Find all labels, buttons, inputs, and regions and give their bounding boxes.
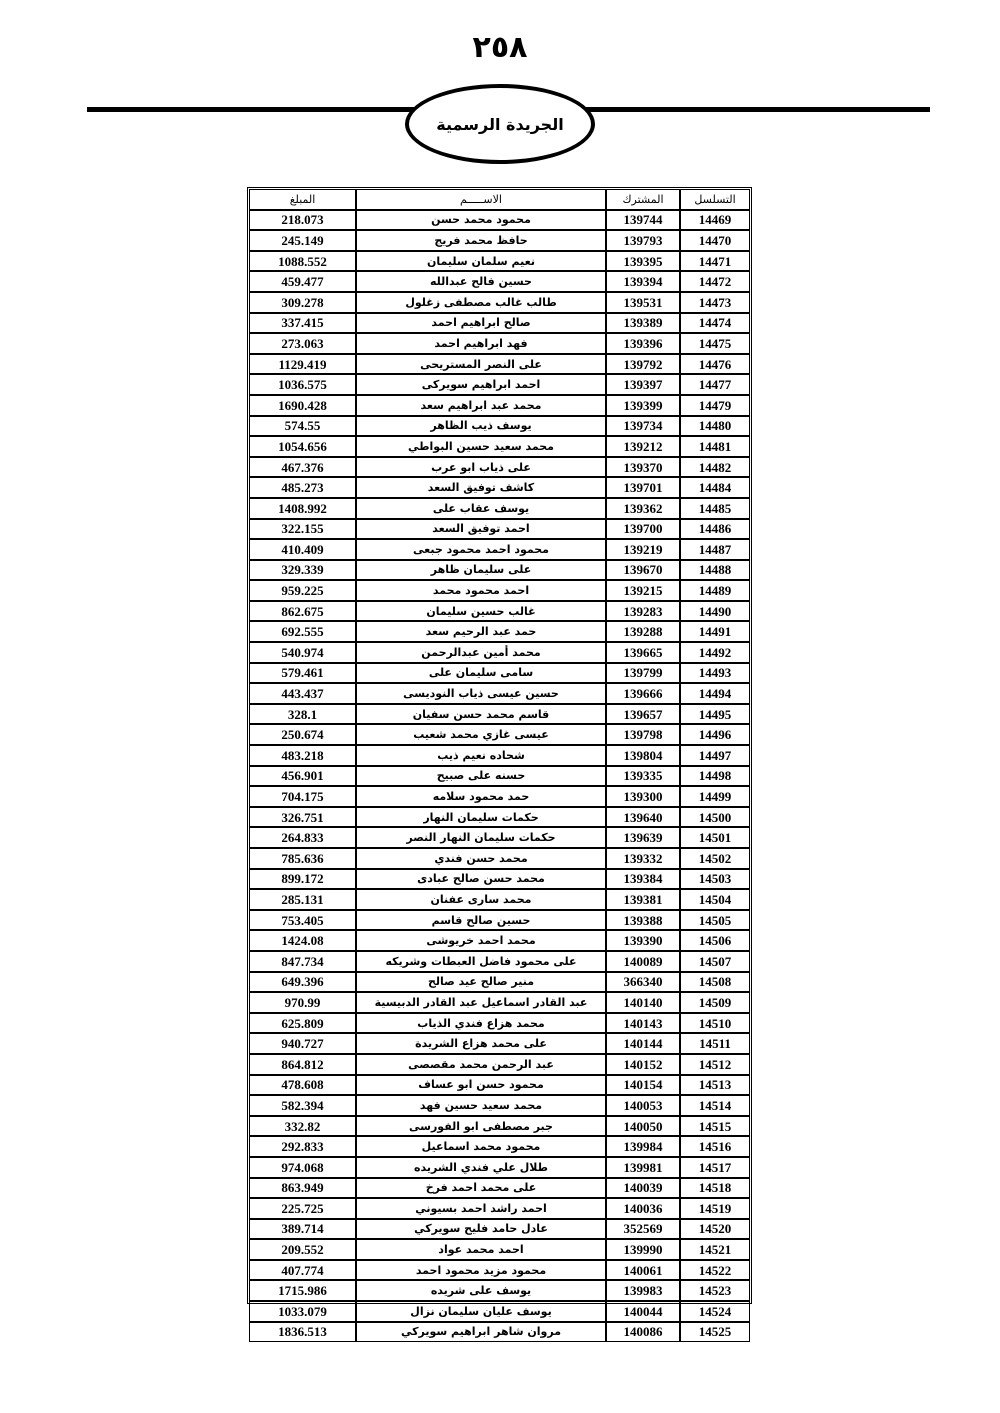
cell-subscriber: 139396 (606, 333, 680, 354)
header-oval (405, 84, 595, 164)
table-row (249, 1219, 750, 1240)
cell-subscriber: 139798 (606, 724, 680, 745)
table-row (249, 951, 750, 972)
cell-name: جبر مصطفى ابو الفورسى (356, 1116, 606, 1137)
cell-name: محمد هزاع فندي الذياب (356, 1013, 606, 1034)
cell-name: حسنه على صبيح (356, 766, 606, 787)
table-row (249, 766, 750, 787)
cell-subscriber: 139744 (606, 210, 680, 231)
cell-amount: 970.99 (249, 992, 356, 1013)
cell-amount: 483.218 (249, 745, 356, 766)
cell-name: يوسف عليان سليمان نزال (356, 1301, 606, 1322)
table-row (249, 230, 750, 251)
table-row (249, 416, 750, 437)
table-row (249, 683, 750, 704)
cell-serial: 14472 (680, 271, 750, 292)
cell-subscriber: 140140 (606, 992, 680, 1013)
cell-amount: 959.225 (249, 580, 356, 601)
table-row (249, 869, 750, 890)
table-row (249, 1033, 750, 1054)
cell-serial: 14485 (680, 498, 750, 519)
cell-subscriber: 139666 (606, 683, 680, 704)
cell-amount: 899.172 (249, 869, 356, 890)
cell-serial: 14501 (680, 827, 750, 848)
cell-amount: 245.149 (249, 230, 356, 251)
cell-serial: 14490 (680, 601, 750, 622)
table-row (249, 1116, 750, 1137)
cell-subscriber: 139381 (606, 889, 680, 910)
cell-amount: 264.833 (249, 827, 356, 848)
table-row (249, 663, 750, 684)
cell-amount: 1690.428 (249, 395, 356, 416)
cell-serial: 14524 (680, 1301, 750, 1322)
cell-name: محمود مزيد محمود احمد (356, 1260, 606, 1281)
table-row (249, 1301, 750, 1322)
cell-name: عادل حامد فليح سويركي (356, 1219, 606, 1240)
cell-subscriber: 139300 (606, 786, 680, 807)
cell-subscriber: 139799 (606, 663, 680, 684)
table-body (249, 210, 750, 1343)
cell-subscriber: 139639 (606, 827, 680, 848)
cell-name: حمد محمود سلامه (356, 786, 606, 807)
cell-name: شحاده نعيم ذيب (356, 745, 606, 766)
cell-subscriber: 139793 (606, 230, 680, 251)
cell-name: على النصر المستريحى (356, 354, 606, 375)
cell-serial: 14506 (680, 930, 750, 951)
cell-subscriber: 139390 (606, 930, 680, 951)
cell-amount: 582.394 (249, 1095, 356, 1116)
cell-amount: 625.809 (249, 1013, 356, 1034)
cell-name: محمد سارى عفنان (356, 889, 606, 910)
cell-serial: 14514 (680, 1095, 750, 1116)
cell-serial: 14487 (680, 539, 750, 560)
cell-amount: 389.714 (249, 1219, 356, 1240)
cell-serial: 14493 (680, 663, 750, 684)
cell-subscriber: 139362 (606, 498, 680, 519)
cell-amount: 407.774 (249, 1260, 356, 1281)
table-row (249, 539, 750, 560)
table-row (249, 621, 750, 642)
cell-name: احمد ابراهيم سويركى (356, 374, 606, 395)
cell-name: يوسف ذيب الظاهر (356, 416, 606, 437)
cell-name: حسين فالح عبدالله (356, 271, 606, 292)
table-row (249, 395, 750, 416)
cell-serial: 14476 (680, 354, 750, 375)
table-header-row (249, 189, 750, 210)
cell-subscriber: 139283 (606, 601, 680, 622)
cell-amount: 329.339 (249, 560, 356, 581)
table-row (249, 354, 750, 375)
cell-name: حسين عيسى ذياب النوديسى (356, 683, 606, 704)
cell-serial: 14471 (680, 251, 750, 272)
cell-name: حمد عبد الرحيم سعد (356, 621, 606, 642)
cell-amount: 478.608 (249, 1075, 356, 1096)
cell-serial: 14500 (680, 807, 750, 828)
table-row (249, 292, 750, 313)
cell-name: صالح ابراهيم احمد (356, 313, 606, 334)
cell-name: محمد حسن صالح عبادى (356, 869, 606, 890)
cell-name: محمود حسن ابو عساف (356, 1075, 606, 1096)
table-row (249, 1322, 750, 1343)
cell-name: كاشف توفيق السعد (356, 477, 606, 498)
cell-amount: 337.415 (249, 313, 356, 334)
cell-subscriber: 139215 (606, 580, 680, 601)
cell-subscriber: 139792 (606, 354, 680, 375)
table-row (249, 457, 750, 478)
cell-subscriber: 139990 (606, 1239, 680, 1260)
cell-subscriber: 140036 (606, 1198, 680, 1219)
cell-amount: 974.068 (249, 1157, 356, 1178)
cell-name: قاسم محمد حسن سفيان (356, 704, 606, 725)
cell-name: احمد محمود محمد (356, 580, 606, 601)
cell-amount: 322.155 (249, 519, 356, 540)
cell-name: على سليمان ظاهر (356, 560, 606, 581)
cell-subscriber: 139389 (606, 313, 680, 334)
cell-amount: 250.674 (249, 724, 356, 745)
cell-subscriber: 139981 (606, 1157, 680, 1178)
cell-subscriber: 139657 (606, 704, 680, 725)
cell-subscriber: 140050 (606, 1116, 680, 1137)
cell-serial: 14519 (680, 1198, 750, 1219)
cell-serial: 14509 (680, 992, 750, 1013)
cell-subscriber: 140152 (606, 1054, 680, 1075)
header-amount: المبلغ (249, 189, 356, 210)
cell-amount: 1129.419 (249, 354, 356, 375)
table-row (249, 745, 750, 766)
cell-name: نعيم سلمان سليمان (356, 251, 606, 272)
table-row (249, 498, 750, 519)
cell-serial: 14492 (680, 642, 750, 663)
cell-serial: 14473 (680, 292, 750, 313)
cell-serial: 14489 (680, 580, 750, 601)
cell-serial: 14498 (680, 766, 750, 787)
cell-amount: 225.725 (249, 1198, 356, 1219)
table-row (249, 972, 750, 993)
cell-name: على محمود فاضل العبطات وشريكه (356, 951, 606, 972)
cell-amount: 574.55 (249, 416, 356, 437)
cell-name: على محمد هزاع الشريدة (356, 1033, 606, 1054)
cell-subscriber: 139335 (606, 766, 680, 787)
cell-amount: 940.727 (249, 1033, 356, 1054)
cell-serial: 14484 (680, 477, 750, 498)
cell-subscriber: 139640 (606, 807, 680, 828)
cell-name: محمود محمد اسماعيل (356, 1136, 606, 1157)
table-row (249, 313, 750, 334)
cell-amount: 692.555 (249, 621, 356, 642)
cell-serial: 14495 (680, 704, 750, 725)
cell-serial: 14481 (680, 436, 750, 457)
cell-serial: 14522 (680, 1260, 750, 1281)
cell-name: طالب غالب مصطفى زغلول (356, 292, 606, 313)
cell-amount: 443.437 (249, 683, 356, 704)
cell-serial: 14494 (680, 683, 750, 704)
table-row (249, 1239, 750, 1260)
cell-serial: 14486 (680, 519, 750, 540)
cell-subscriber: 139399 (606, 395, 680, 416)
table-row (249, 560, 750, 581)
cell-name: محمد حسن فندي (356, 848, 606, 869)
cell-amount: 1715.986 (249, 1280, 356, 1301)
table-row (249, 1075, 750, 1096)
cell-amount: 218.073 (249, 210, 356, 231)
cell-serial: 14505 (680, 910, 750, 931)
cell-subscriber: 140143 (606, 1013, 680, 1034)
cell-serial: 14512 (680, 1054, 750, 1075)
cell-serial: 14518 (680, 1178, 750, 1199)
table-row (249, 1054, 750, 1075)
cell-name: حسين صالح قاسم (356, 910, 606, 931)
table-row (249, 930, 750, 951)
gazette-title: الجريدة الرسمية (436, 114, 564, 134)
cell-serial: 14511 (680, 1033, 750, 1054)
cell-serial: 14479 (680, 395, 750, 416)
cell-name: فهد ابراهيم احمد (356, 333, 606, 354)
cell-subscriber: 139665 (606, 642, 680, 663)
cell-name: احمد توفيق السعد (356, 519, 606, 540)
cell-amount: 273.063 (249, 333, 356, 354)
cell-serial: 14504 (680, 889, 750, 910)
table-row (249, 210, 750, 231)
cell-name: حافظ محمد فريج (356, 230, 606, 251)
cell-name: محمد سعيد حسين فهد (356, 1095, 606, 1116)
table-row (249, 333, 750, 354)
header-subscriber: المشترك (606, 189, 680, 210)
cell-serial: 14480 (680, 416, 750, 437)
table-row (249, 704, 750, 725)
table-row (249, 1095, 750, 1116)
cell-subscriber: 140053 (606, 1095, 680, 1116)
table-row (249, 1280, 750, 1301)
cell-serial: 14516 (680, 1136, 750, 1157)
cell-amount: 1424.08 (249, 930, 356, 951)
cell-name: عيسى غازي محمد شعيب (356, 724, 606, 745)
cell-amount: 862.675 (249, 601, 356, 622)
cell-serial: 14515 (680, 1116, 750, 1137)
cell-serial: 14502 (680, 848, 750, 869)
cell-serial: 14517 (680, 1157, 750, 1178)
cell-name: محمد أمين عبدالرحمن (356, 642, 606, 663)
cell-serial: 14499 (680, 786, 750, 807)
table-row (249, 1157, 750, 1178)
cell-serial: 14507 (680, 951, 750, 972)
cell-subscriber: 139212 (606, 436, 680, 457)
cell-name: مروان شاهر ابراهيم سويركي (356, 1322, 606, 1343)
table-row (249, 601, 750, 622)
cell-subscriber: 139219 (606, 539, 680, 560)
cell-amount: 456.901 (249, 766, 356, 787)
cell-name: يوسف عقاب على (356, 498, 606, 519)
cell-name: محمد سعيد حسين البواطي (356, 436, 606, 457)
cell-amount: 309.278 (249, 292, 356, 313)
cell-name: عبد القادر اسماعيل عبد القادر الدبيسية (356, 992, 606, 1013)
table-row (249, 1198, 750, 1219)
cell-name: احمد محمد عواد (356, 1239, 606, 1260)
cell-amount: 1033.079 (249, 1301, 356, 1322)
table-row (249, 807, 750, 828)
cell-name: على ذياب ابو عرب (356, 457, 606, 478)
table-row (249, 580, 750, 601)
cell-amount: 649.396 (249, 972, 356, 993)
cell-amount: 1088.552 (249, 251, 356, 272)
cell-amount: 847.734 (249, 951, 356, 972)
page-number: ٢٥٨ (472, 30, 528, 65)
cell-serial: 14508 (680, 972, 750, 993)
cell-subscriber: 139700 (606, 519, 680, 540)
cell-subscriber: 139984 (606, 1136, 680, 1157)
table-row (249, 1136, 750, 1157)
cell-amount: 785.636 (249, 848, 356, 869)
cell-subscriber: 139288 (606, 621, 680, 642)
cell-name: محمد احمد خريوشى (356, 930, 606, 951)
table-row (249, 889, 750, 910)
table-row (249, 251, 750, 272)
cell-subscriber: 139395 (606, 251, 680, 272)
cell-subscriber: 366340 (606, 972, 680, 993)
cell-amount: 704.175 (249, 786, 356, 807)
cell-name: يوسف على شريده (356, 1280, 606, 1301)
cell-subscriber: 352569 (606, 1219, 680, 1240)
cell-amount: 1408.992 (249, 498, 356, 519)
cell-subscriber: 139394 (606, 271, 680, 292)
table-row (249, 1178, 750, 1199)
cell-serial: 14477 (680, 374, 750, 395)
cell-name: طلال علي فندي الشريده (356, 1157, 606, 1178)
cell-serial: 14496 (680, 724, 750, 745)
table-row (249, 724, 750, 745)
table-row (249, 1013, 750, 1034)
header-name: الاســـــم (356, 189, 606, 210)
cell-serial: 14469 (680, 210, 750, 231)
cell-name: عبد الرحمن محمد مقصصى (356, 1054, 606, 1075)
cell-name: حكمات سليمان النهار النصر (356, 827, 606, 848)
cell-subscriber: 140044 (606, 1301, 680, 1322)
cell-amount: 1036.575 (249, 374, 356, 395)
cell-amount: 1836.513 (249, 1322, 356, 1343)
cell-amount: 285.131 (249, 889, 356, 910)
cell-serial: 14521 (680, 1239, 750, 1260)
header-serial: التسلسل (680, 189, 750, 210)
payments-table-frame (247, 187, 752, 1340)
cell-subscriber: 139701 (606, 477, 680, 498)
table-row (249, 848, 750, 869)
table-row (249, 1260, 750, 1281)
cell-subscriber: 140086 (606, 1322, 680, 1343)
cell-amount: 332.82 (249, 1116, 356, 1137)
cell-serial: 14510 (680, 1013, 750, 1034)
cell-subscriber: 139531 (606, 292, 680, 313)
cell-name: محمود محمد حسن (356, 210, 606, 231)
cell-serial: 14475 (680, 333, 750, 354)
cell-subscriber: 139983 (606, 1280, 680, 1301)
cell-name: على محمد احمد فرخ (356, 1178, 606, 1199)
cell-subscriber: 139384 (606, 869, 680, 890)
cell-amount: 209.552 (249, 1239, 356, 1260)
cell-serial: 14470 (680, 230, 750, 251)
cell-amount: 328.1 (249, 704, 356, 725)
cell-serial: 14525 (680, 1322, 750, 1343)
cell-name: حكمات سليمان النهار (356, 807, 606, 828)
cell-subscriber: 140144 (606, 1033, 680, 1054)
cell-serial: 14474 (680, 313, 750, 334)
table-row (249, 436, 750, 457)
cell-amount: 863.949 (249, 1178, 356, 1199)
cell-serial: 14482 (680, 457, 750, 478)
cell-serial: 14513 (680, 1075, 750, 1096)
cell-subscriber: 140061 (606, 1260, 680, 1281)
cell-serial: 14520 (680, 1219, 750, 1240)
cell-amount: 459.477 (249, 271, 356, 292)
table-row (249, 374, 750, 395)
cell-amount: 410.409 (249, 539, 356, 560)
table-row (249, 642, 750, 663)
cell-subscriber: 139370 (606, 457, 680, 478)
cell-subscriber: 140039 (606, 1178, 680, 1199)
cell-amount: 467.376 (249, 457, 356, 478)
cell-amount: 579.461 (249, 663, 356, 684)
cell-serial: 14523 (680, 1280, 750, 1301)
table-row (249, 992, 750, 1013)
cell-name: سامى سليمان على (356, 663, 606, 684)
cell-subscriber: 140089 (606, 951, 680, 972)
cell-name: منير صالح عيد صالح (356, 972, 606, 993)
table-row (249, 786, 750, 807)
cell-amount: 864.812 (249, 1054, 356, 1075)
cell-subscriber: 139388 (606, 910, 680, 931)
table-row (249, 519, 750, 540)
cell-subscriber: 140154 (606, 1075, 680, 1096)
cell-subscriber: 139670 (606, 560, 680, 581)
cell-name: محمد عبد ابراهيم سعد (356, 395, 606, 416)
payments-table (249, 189, 750, 1342)
cell-serial: 14497 (680, 745, 750, 766)
cell-name: محمود احمد محمود جبعى (356, 539, 606, 560)
table-row (249, 477, 750, 498)
table-row (249, 827, 750, 848)
table-row (249, 271, 750, 292)
cell-serial: 14488 (680, 560, 750, 581)
cell-serial: 14503 (680, 869, 750, 890)
cell-subscriber: 139804 (606, 745, 680, 766)
cell-subscriber: 139734 (606, 416, 680, 437)
cell-amount: 753.405 (249, 910, 356, 931)
cell-amount: 292.833 (249, 1136, 356, 1157)
cell-amount: 485.273 (249, 477, 356, 498)
cell-subscriber: 139397 (606, 374, 680, 395)
cell-amount: 326.751 (249, 807, 356, 828)
table-row (249, 910, 750, 931)
cell-name: احمد راشد احمد بسيوني (356, 1198, 606, 1219)
cell-amount: 1054.656 (249, 436, 356, 457)
cell-amount: 540.974 (249, 642, 356, 663)
cell-subscriber: 139332 (606, 848, 680, 869)
cell-name: غالب حسين سليمان (356, 601, 606, 622)
cell-serial: 14491 (680, 621, 750, 642)
